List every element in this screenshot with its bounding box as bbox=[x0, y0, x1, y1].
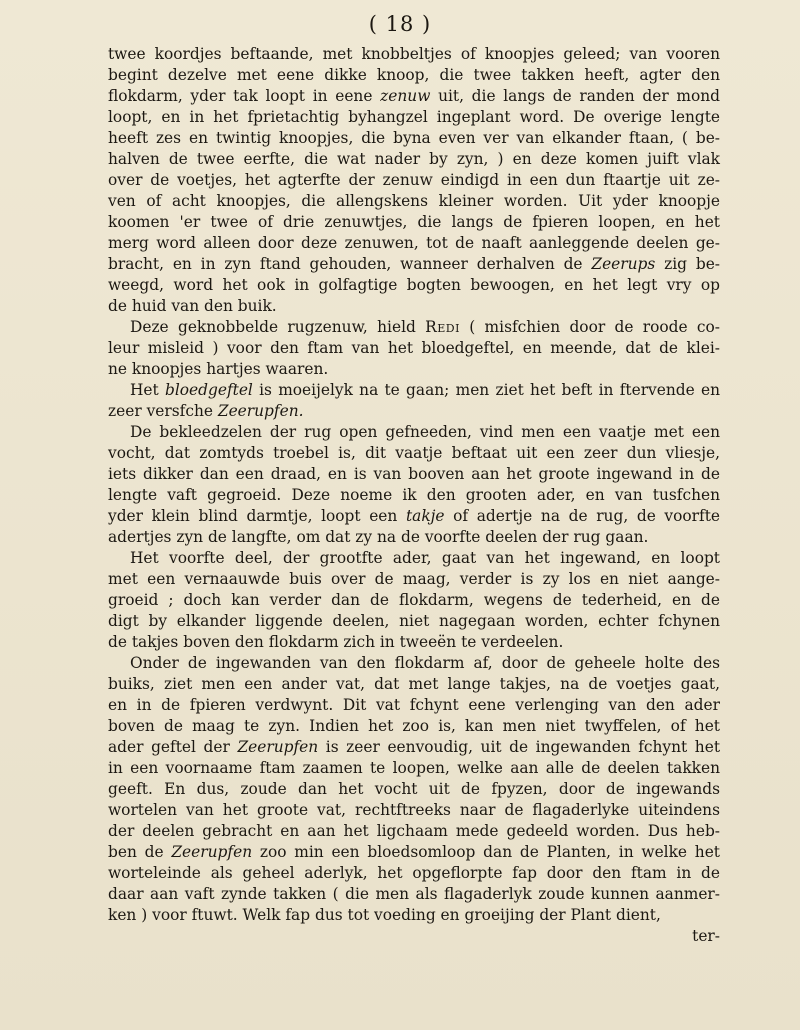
italic-term: Zeerupfen bbox=[171, 843, 253, 861]
text-segment: met een vernaauwde buis over de maag, verder is zy los en niet aange- bbox=[108, 570, 720, 588]
text-line bbox=[108, 863, 720, 884]
text-segment: geeft. En dus, zoude dan het vocht uit de fpyzen, door de ingewands bbox=[108, 780, 720, 798]
text-segment: of adertje na de rug, de voorfte bbox=[444, 507, 720, 525]
text-line bbox=[108, 275, 720, 296]
text-line bbox=[108, 611, 720, 632]
text-segment: in een voornaame ftam zaamen te loopen, welke aan alle de deelen takken bbox=[108, 759, 720, 777]
text-segment: loopt, en in het fprietachtig byhangzel ingeplant word. De overige lengte bbox=[108, 108, 720, 126]
text-segment: boven de maag te zyn. Indien het zoo is, kan men niet twyffelen, of het bbox=[108, 717, 720, 735]
text-line bbox=[108, 716, 720, 737]
text-segment: ( misfchien door de roode co- bbox=[459, 318, 720, 336]
catchword bbox=[108, 926, 720, 947]
text-segment: ben de bbox=[108, 843, 172, 861]
body-text bbox=[108, 44, 720, 947]
text-line bbox=[108, 842, 720, 863]
text-segment: Deze geknobbelde rugzenuw, hield bbox=[130, 318, 426, 336]
text-line bbox=[108, 884, 720, 905]
text-segment: De bekleedzelen der rug open gefneeden, vind men een vaatje met een bbox=[130, 423, 720, 441]
text-segment: worteleinde als geheel aderlyk, het opgeflorpte fap door den ftam in de bbox=[108, 864, 720, 882]
text-line bbox=[108, 443, 720, 464]
text-line bbox=[108, 170, 720, 191]
text-line bbox=[108, 44, 720, 65]
text-line bbox=[108, 464, 720, 485]
text-segment: weegd, word het ook in golfagtige bogten bewoogen, en het legt vry op bbox=[108, 276, 720, 294]
text-segment: buiks, ziet men een ander vat, dat met lange takjes, na de voetjes gaat, bbox=[108, 675, 720, 693]
text-segment: wortelen van het groote vat, rechtftreeks naar de flagaderlyke uiteindens bbox=[108, 801, 720, 819]
text-line bbox=[108, 758, 720, 779]
text-line bbox=[108, 107, 720, 128]
text-line bbox=[108, 317, 720, 338]
text-line bbox=[108, 149, 720, 170]
text-line bbox=[108, 128, 720, 149]
text-segment: en in de fpieren verdwynt. Dit vat fchynt eene verlenging van den ader bbox=[108, 696, 720, 714]
text-segment: twee koordjes beftaande, met knobbeltjes of knoopjes geleed; van vooren bbox=[108, 45, 720, 63]
text-segment: Onder de ingewanden van den flokdarm af, door de geheele holte des bbox=[130, 654, 720, 672]
text-segment: zoo min een bloedsomloop dan de Planten, in welke het bbox=[252, 843, 720, 861]
text-segment: yder klein blind darmtje, loopt een bbox=[108, 507, 406, 525]
text-segment: uit, die langs de randen der mond bbox=[430, 87, 720, 105]
text-line bbox=[108, 821, 720, 842]
text-line bbox=[108, 422, 720, 443]
author-name: Redi bbox=[425, 318, 460, 336]
text-line bbox=[108, 527, 720, 548]
text-line bbox=[108, 485, 720, 506]
text-line bbox=[108, 695, 720, 716]
text-line bbox=[108, 338, 720, 359]
text-line bbox=[108, 905, 720, 926]
text-line bbox=[108, 569, 720, 590]
text-segment: is zeer eenvoudig, uit de ingewanden fchynt het bbox=[318, 738, 721, 756]
text-segment: Het voorfte deel, der grootfte ader, gaat van het ingewand, en loopt bbox=[130, 549, 720, 567]
text-line bbox=[108, 632, 720, 653]
text-line bbox=[108, 779, 720, 800]
italic-term: takje bbox=[405, 507, 445, 525]
text-segment: ter- bbox=[692, 927, 720, 945]
text-segment: zeer versfche bbox=[108, 402, 218, 420]
italic-term: Zeerups bbox=[591, 255, 656, 273]
text-line bbox=[108, 737, 720, 758]
italic-term: bloedgeftel bbox=[164, 381, 253, 399]
italic-term: Zeerupfen. bbox=[217, 402, 304, 420]
italic-term: Zeerupfen bbox=[237, 738, 319, 756]
text-line bbox=[108, 548, 720, 569]
text-segment: de takjes boven den flokdarm zich in tweeën te verdeelen. bbox=[108, 633, 564, 651]
text-line bbox=[108, 674, 720, 695]
text-segment: over de voetjes, het agterfte der zenuw eindigd in een dun ftaartje uit ze- bbox=[108, 171, 720, 189]
text-segment: zig be- bbox=[655, 255, 721, 273]
text-segment: adertjes zyn de langfte, om dat zy na de voorfte deelen der rug gaan. bbox=[108, 528, 649, 546]
text-segment: vocht, dat zomtyds troebel is, dit vaatje beftaat uit een zeer dun vliesje, bbox=[108, 444, 720, 462]
text-line bbox=[108, 506, 720, 527]
text-segment: heeft zes en twintig knoopjes, die byna even ver van elkander ftaan, ( be- bbox=[108, 129, 720, 147]
text-line bbox=[108, 800, 720, 821]
text-segment: daar aan vaft zynde takken ( die men als flagaderlyk zoude kunnen aanmer- bbox=[108, 885, 720, 903]
text-line bbox=[108, 86, 720, 107]
page-number: ( 18 ) bbox=[368, 12, 432, 36]
text-segment: groeid ; doch kan verder dan de flokdarm, wegens de tederheid, en de bbox=[108, 591, 720, 609]
text-line bbox=[108, 359, 720, 380]
text-segment: iets dikker dan een draad, en is van booven aan het groote ingewand in de bbox=[108, 465, 720, 483]
text-line bbox=[108, 65, 720, 86]
text-line bbox=[108, 212, 720, 233]
text-line bbox=[108, 296, 720, 317]
text-segment: flokdarm, yder tak loopt in eene bbox=[108, 87, 381, 105]
text-segment: leur misleid ) voor den ftam van het bloedgeftel, en meende, dat de klei- bbox=[108, 339, 720, 357]
text-line bbox=[108, 590, 720, 611]
text-segment: ne knoopjes hartjes waaren. bbox=[108, 360, 329, 378]
text-line bbox=[108, 191, 720, 212]
text-segment: der deelen gebracht en aan het ligchaam mede gedeeld worden. Dus heb- bbox=[108, 822, 720, 840]
text-line bbox=[108, 233, 720, 254]
text-line bbox=[108, 254, 720, 275]
text-segment: de huid van den buik. bbox=[108, 297, 277, 315]
text-line bbox=[108, 653, 720, 674]
text-segment: bracht, en in zyn ftand gehouden, wanneer derhalven de bbox=[108, 255, 592, 273]
text-segment: begint dezelve met eene dikke knoop, die twee takken heeft, agter den bbox=[108, 66, 720, 84]
text-segment: Het bbox=[130, 381, 165, 399]
text-segment: koomen 'er twee of drie zenuwtjes, die langs de fpieren loopen, en het bbox=[108, 213, 720, 231]
text-line bbox=[108, 401, 720, 422]
text-segment: ken ) voor ftuwt. Welk fap dus tot voeding en groeijing der Plant dient, bbox=[108, 906, 661, 924]
text-segment: digt by elkander liggende deelen, niet nagegaan worden, echter fchynen bbox=[108, 612, 720, 630]
text-segment: ven of acht knoopjes, die allengskens kleiner worden. Uit yder knoopje bbox=[108, 192, 720, 210]
text-segment: ader geftel der bbox=[108, 738, 238, 756]
text-line bbox=[108, 380, 720, 401]
text-segment: halven de twee eerfte, die wat nader by zyn, ) en deze komen juift vlak bbox=[108, 150, 720, 168]
text-segment: merg word alleen door deze zenuwen, tot de naaft aanleggende deelen ge- bbox=[108, 234, 720, 252]
text-segment: lengte vaft gegroeid. Deze noeme ik den grooten ader, en van tusfchen bbox=[108, 486, 720, 504]
text-segment: is moeijelyk na te gaan; men ziet het beft in ftervende en bbox=[252, 381, 720, 399]
italic-term: zenuw bbox=[380, 87, 431, 105]
